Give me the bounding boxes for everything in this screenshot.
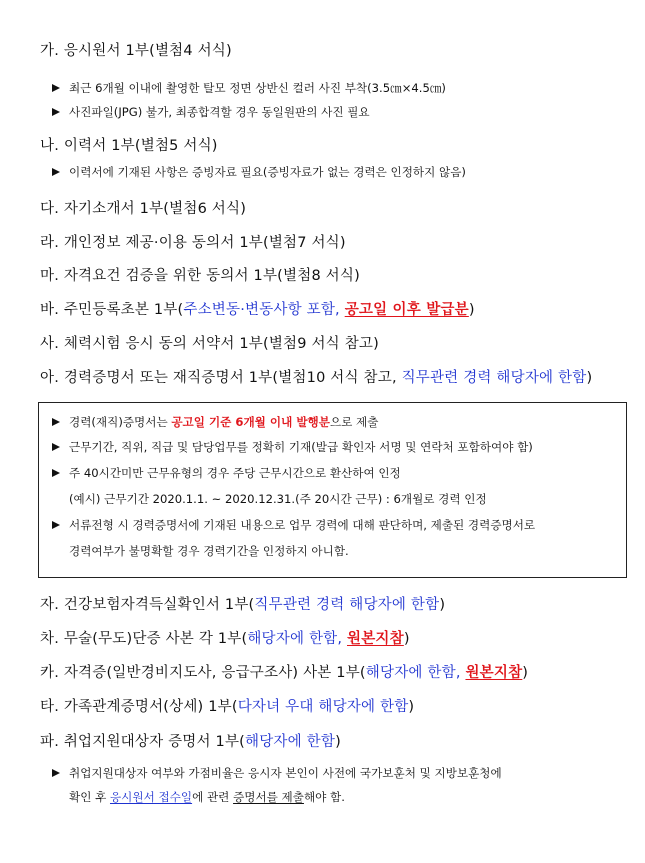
- box-b2-text: 근무기간, 직위, 직급 및 담당업무를 정확히 기재(발급 확인자 서명 및 연락처 포함하여야 함): [69, 440, 533, 454]
- item-ma-prefix: 마.: [40, 268, 64, 284]
- item-sa-text: 체력시험 응시 동의 서약서 1부(별첨9 서식 참고): [63, 336, 379, 352]
- item-ra-prefix: 라.: [40, 235, 64, 251]
- bullet-ga-jpg-text: 사진파일(JPG) 불가, 최종합격할 경우 동일원판의 사진 필요: [69, 105, 370, 119]
- item-ba-red-note: 공고일 이후 발급분: [344, 302, 469, 318]
- item-pa-employment-support: [40, 735, 341, 750]
- item-a-career-certificate: [40, 371, 592, 386]
- item-a-prefix: 아.: [40, 370, 64, 386]
- box-bullet-screening: [52, 520, 535, 532]
- bullet-triangle-icon: [52, 168, 60, 176]
- item-ba-text: 주민등록초본 1부(: [63, 302, 184, 318]
- item-ra-text: 개인정보 제공·이용 동의서 1부(별첨7 서식): [63, 235, 346, 251]
- pa-b1-mid: 에 관련: [192, 790, 234, 804]
- bullet-triangle-icon: [52, 418, 60, 426]
- item-ja-health-insurance: [40, 598, 445, 613]
- bullet-ga-photo: [52, 83, 446, 95]
- bullet-ga-photo-text: 최근 6개월 이내에 촬영한 탈모 정면 상반신 컬러 사진 부착(3.5㎝×4.5㎝): [69, 81, 446, 95]
- item-ba-prefix: 바.: [40, 302, 64, 318]
- item-ja-text: 건강보험자격득실확인서 1부(: [63, 597, 255, 613]
- box-b3-example-text: (예시) 근무기간 2020.1.1. ~ 2020.12.31.(주 20시간 근무) : 6개월로 경력 인정: [69, 492, 487, 506]
- item-ta-close: ): [408, 699, 415, 715]
- item-ta-blue-note: 다자녀 우대 해당자에 한함: [237, 699, 409, 715]
- item-a-blue-note: 직무관련 경력 해당자에 한함: [401, 370, 587, 386]
- bullet-pa-verification: [52, 768, 502, 780]
- item-ma-qualification-consent: [40, 269, 360, 284]
- item-na-resume: [40, 139, 218, 154]
- pa-b1-underline-1: 응시원서 접수일: [109, 790, 193, 804]
- item-ga-application-form: [40, 44, 232, 59]
- item-na-prefix: 나.: [40, 138, 64, 154]
- box-b1-post: 으로 제출: [329, 415, 379, 429]
- item-ma-text: 자격요건 검증을 위한 동의서 1부(별첨8 서식): [63, 268, 360, 284]
- item-pa-text: 취업지원대상자 증명서 1부(: [63, 734, 246, 750]
- item-pa-blue-note: 해당자에 한함: [245, 734, 336, 750]
- box-bullet-duties: [52, 442, 533, 454]
- item-ka-red-note: 원본지참: [465, 665, 523, 681]
- item-cha-blue-note: 해당자에 한함,: [247, 631, 347, 647]
- item-cha-close: ): [403, 631, 410, 647]
- item-sa-fitness-pledge: [40, 337, 379, 352]
- item-ka-prefix: 카.: [40, 665, 64, 681]
- item-ja-close: ): [439, 597, 446, 613]
- box-b1-red: 공고일 기준 6개월 이내 발행분: [171, 415, 330, 429]
- bullet-triangle-icon: [52, 769, 60, 777]
- bullet-triangle-icon: [52, 443, 60, 451]
- box-bullet-hours: [52, 468, 401, 480]
- item-ta-text: 가족관계증명서(상세) 1부(: [63, 699, 238, 715]
- pa-b1-underline-2: 증명서를 제출: [233, 790, 304, 804]
- box-b4-line2: 경력여부가 불명확할 경우 경력기간을 인정하지 아니함.: [69, 544, 349, 558]
- item-ba-resident-abstract: [40, 303, 475, 318]
- item-ka-certificates: [40, 666, 528, 681]
- bullet-triangle-icon: [52, 108, 60, 116]
- item-da-self-intro: [40, 202, 246, 217]
- bullet-triangle-icon: [52, 469, 60, 477]
- box-b1-pre: 경력(재직)증명서는: [69, 415, 172, 429]
- box-screening-line2: [69, 546, 349, 558]
- bullet-triangle-icon: [52, 84, 60, 92]
- item-ta-family-relation: [40, 700, 414, 715]
- item-na-text: 이력서 1부(별첨5 서식): [63, 138, 218, 154]
- item-sa-prefix: 사.: [40, 336, 64, 352]
- item-ga-text: 응시원서 1부(별첨4 서식): [63, 43, 232, 59]
- pa-b1-pre: 확인 후: [69, 790, 110, 804]
- item-ja-blue-note: 직무관련 경력 해당자에 한함: [254, 597, 440, 613]
- item-cha-martial-arts: [40, 632, 410, 647]
- bullet-na-evidence: [52, 167, 466, 179]
- item-ja-prefix: 자.: [40, 597, 64, 613]
- item-a-close: ): [586, 370, 593, 386]
- item-pa-prefix: 파.: [40, 734, 64, 750]
- item-ka-text: 자격증(일반경비지도사, 응급구조사) 사본 1부(: [63, 665, 366, 681]
- item-ka-blue-note: 해당자에 한함,: [365, 665, 466, 681]
- item-da-prefix: 다.: [40, 201, 64, 217]
- item-ba-blue-note: 주소변동·변동사항 포함,: [183, 302, 345, 318]
- bullet-na-evidence-text: 이력서에 기재된 사항은 증빙자료 필요(증빙자료가 없는 경력은 인정하지 않음): [69, 165, 466, 179]
- bullet-pa-line2: [69, 792, 345, 804]
- box-b3-text: 주 40시간미만 근무유형의 경우 주당 근무시간으로 환산하여 인정: [69, 466, 401, 480]
- item-da-text: 자기소개서 1부(별첨6 서식): [63, 201, 247, 217]
- item-cha-prefix: 차.: [40, 631, 64, 647]
- item-ta-prefix: 타.: [40, 699, 64, 715]
- bullet-ga-jpg: [52, 107, 370, 119]
- item-pa-close: ): [335, 734, 341, 750]
- item-ka-close: ): [522, 665, 529, 681]
- bullet-triangle-icon: [52, 521, 60, 529]
- item-ga-prefix: 가.: [40, 43, 64, 59]
- item-cha-red-note: 원본지참: [347, 631, 404, 647]
- bullet-pa-line1: 취업지원대상자 여부와 가점비율은 응시자 본인이 사전에 국가보훈처 및 지방보훈청에: [69, 766, 502, 780]
- item-cha-text: 무술(무도)단증 사본 각 1부(: [63, 631, 248, 647]
- item-a-text: 경력증명서 또는 재직증명서 1부(별첨10 서식 참고,: [63, 370, 402, 386]
- pa-b1-post: 해야 함.: [303, 790, 345, 804]
- box-b4-line1: 서류전형 시 경력증명서에 기재된 내용으로 업무 경력에 대해 판단하며, 제출된 경력증명서로: [69, 518, 536, 532]
- box-bullet-issue-date: [52, 417, 378, 429]
- item-ba-close: ): [468, 302, 475, 318]
- box-hours-example: [69, 494, 487, 506]
- item-ra-privacy-consent: [40, 236, 346, 251]
